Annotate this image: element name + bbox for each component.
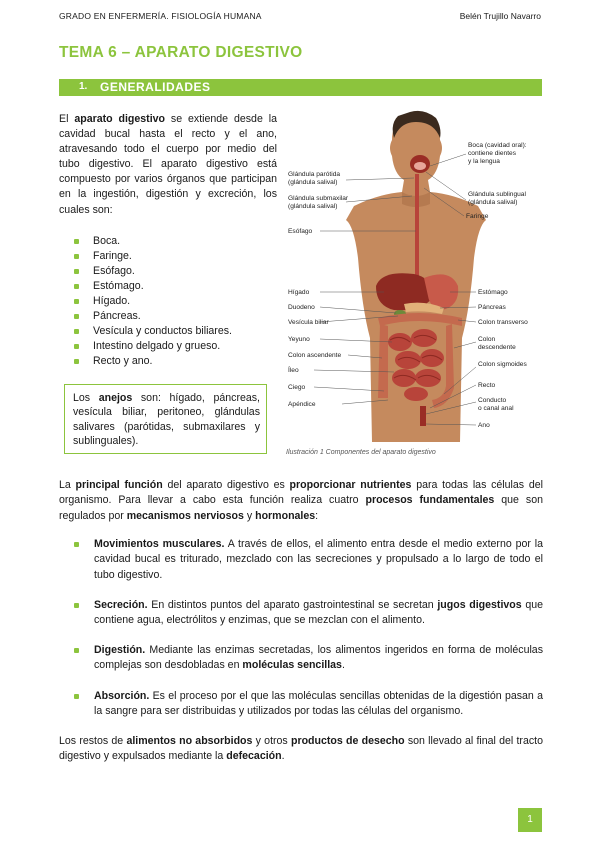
closing-bold-3: defecación xyxy=(226,750,282,763)
anejos-text-1: Los xyxy=(73,392,99,404)
process-item-secrecion xyxy=(74,598,543,629)
label-recto: Recto xyxy=(478,382,496,389)
label-glandula-sublingual: Glándula sublingual xyxy=(468,191,526,198)
organ-item: Páncreas. xyxy=(74,309,232,324)
label-yeyuno: Yeyuno xyxy=(288,336,310,343)
process-bold: jugos digestivos xyxy=(437,599,522,611)
label-boca-line2: contiene dientes xyxy=(468,150,517,157)
closing-bold-1: alimentos no absorbidos xyxy=(126,735,253,747)
process-text: Es el proceso por el que las moléculas sencillas obtenidas de la digestión pasan a la sangre para ser distribuidas y utilizados por todas las células del organismo. xyxy=(94,690,543,718)
function-bold-2: proporcionar nutrientes xyxy=(289,479,412,491)
label-boca-line3: y la lengua xyxy=(468,158,500,165)
label-higado: Hígado xyxy=(288,289,310,296)
intro-paragraph xyxy=(59,112,277,218)
process-name: Secreción. xyxy=(94,599,148,611)
organ-item: Hígado. xyxy=(74,294,232,309)
closing-text-3: son llevado al final del tracto digestivo y expulsados mediante la xyxy=(59,735,543,763)
organ-item: Esófago. xyxy=(74,264,232,279)
closing-text-4: . xyxy=(281,750,285,763)
process-item-absorcion xyxy=(74,689,543,720)
process-name: Movimientos musculares. xyxy=(94,538,225,550)
organ-item: Faringe. xyxy=(74,249,232,264)
label-colon-ascendente: Colon ascendente xyxy=(288,352,342,359)
section-label: GENERALIDADES xyxy=(100,80,211,94)
digestive-system-illustration xyxy=(284,108,544,442)
label-colon-transverso: Colon transverso xyxy=(478,319,528,326)
label-glandula-parotida-sub: (glándula salival) xyxy=(288,179,338,186)
label-ileo: Íleo xyxy=(288,367,299,374)
label-colon-sigmoides: Colon sigmoides xyxy=(478,361,527,368)
page-number: 1 xyxy=(518,808,542,832)
organ-item: Recto y ano. xyxy=(74,354,232,369)
process-item-movimientos xyxy=(74,537,543,583)
process-text: En distintos puntos del aparato gastrointestinal se secretan xyxy=(147,599,438,611)
label-boca: Boca (cavidad oral): xyxy=(468,142,527,149)
organ-item: Intestino delgado y grueso. xyxy=(74,339,232,354)
closing-text-2: y otros xyxy=(252,735,291,747)
function-text-6: : xyxy=(315,509,319,522)
figure-caption: Ilustración 1 Componentes del aparato digestivo xyxy=(286,449,436,456)
label-ciego: Ciego xyxy=(288,384,306,391)
label-duodeno: Duodeno xyxy=(288,304,315,311)
header-right: Belén Trujillo Navarro xyxy=(459,11,541,21)
function-text-2: del aparato digestivo es xyxy=(162,479,290,491)
label-faringe: Faringe xyxy=(466,213,489,220)
process-text: A través de ellos, el alimento entra desde el medio externo por la cavidad bucal es triturado, mezclado con las secreciones y propulsado a lo largo de todo el tubo digestivo. xyxy=(94,538,543,581)
organ-list xyxy=(74,234,232,369)
label-apendice: Apéndice xyxy=(288,401,316,408)
label-colon: Colon xyxy=(478,336,496,343)
function-text-1: La xyxy=(59,479,76,491)
function-text-5: y xyxy=(243,509,256,522)
function-paragraph xyxy=(59,478,543,524)
closing-text-1: Los restos de xyxy=(59,735,127,747)
process-text: Mediante las enzimas secretadas, los alimentos ingeridos en forma de moléculas complejas son desdobladas en xyxy=(94,644,543,672)
anejos-text-2: son: hígado, páncreas, vesícula biliar, peritoneo, glándulas salivares (parótidas, submaxilares y sublinguales). xyxy=(73,392,260,448)
process-text: que contiene agua, electrólitos y enzimas, que se mezclan con el alimento. xyxy=(94,599,543,627)
page-title: TEMA 6 – APARATO DIGESTIVO xyxy=(59,44,303,61)
organ-item: Boca. xyxy=(74,234,232,249)
anejos-box xyxy=(64,384,267,454)
header-left: GRADO EN ENFERMERÍA. FISIOLOGÍA HUMANA xyxy=(59,11,262,21)
function-bold-3: procesos fundamentales xyxy=(365,494,495,507)
label-conducto: Conducto xyxy=(478,397,507,404)
process-item-digestion xyxy=(74,643,543,674)
label-vesicula-biliar: Vesícula biliar xyxy=(288,319,329,326)
label-ano: Ano xyxy=(478,422,490,429)
function-text-4: que son regulados por xyxy=(59,494,543,522)
function-bold-4: mecanismos nerviosos xyxy=(126,509,244,522)
organ-item: Estómago. xyxy=(74,279,232,294)
label-esofago: Esófago xyxy=(288,228,313,235)
process-text: . xyxy=(341,659,345,672)
process-name: Absorción. xyxy=(94,690,150,702)
section-header xyxy=(59,79,542,96)
label-colon-descendente: descendente xyxy=(478,344,516,351)
label-estomago: Estómago xyxy=(478,289,508,296)
label-glandula-submaxilar: Glándula submaxilar xyxy=(288,195,349,202)
organ-item: Vesícula y conductos biliares. xyxy=(74,324,232,339)
function-bold-5: hormonales xyxy=(255,509,316,522)
left-labels xyxy=(288,171,349,408)
label-canal-anal: o canal anal xyxy=(478,405,514,412)
label-glandula-submaxilar-sub: (glándula salival) xyxy=(288,203,338,210)
closing-paragraph xyxy=(59,734,543,765)
label-glandula-parotida: Glándula parótida xyxy=(288,171,341,178)
right-labels xyxy=(466,142,528,429)
function-text-3: para todas las células del organismo. Para llevar a cabo esta función realiza cuatro xyxy=(59,479,543,507)
closing-bold-2: productos de desecho xyxy=(290,735,405,747)
intro-bold-1: aparato digestivo xyxy=(74,113,166,125)
label-pancreas: Páncreas xyxy=(478,304,506,311)
anejos-bold: anejos xyxy=(98,392,133,404)
label-glandula-sublingual-sub: (glándula salival) xyxy=(468,199,518,206)
section-number: 1. xyxy=(79,81,88,92)
intro-text-2: se extiende desde la cavidad bucal hasta el recto y el ano, atravesando todo el cuerpo por medio del tubo digestivo. El aparato digestivo está compuesto por varios órganos que participan en la ingestión, digestión y excreción, los cuales son: xyxy=(59,113,277,216)
intro-text-1: El xyxy=(59,113,75,125)
process-name: Digestión. xyxy=(94,644,146,656)
process-bold: moléculas sencillas xyxy=(242,659,342,672)
function-bold-1: principal función xyxy=(75,479,163,491)
